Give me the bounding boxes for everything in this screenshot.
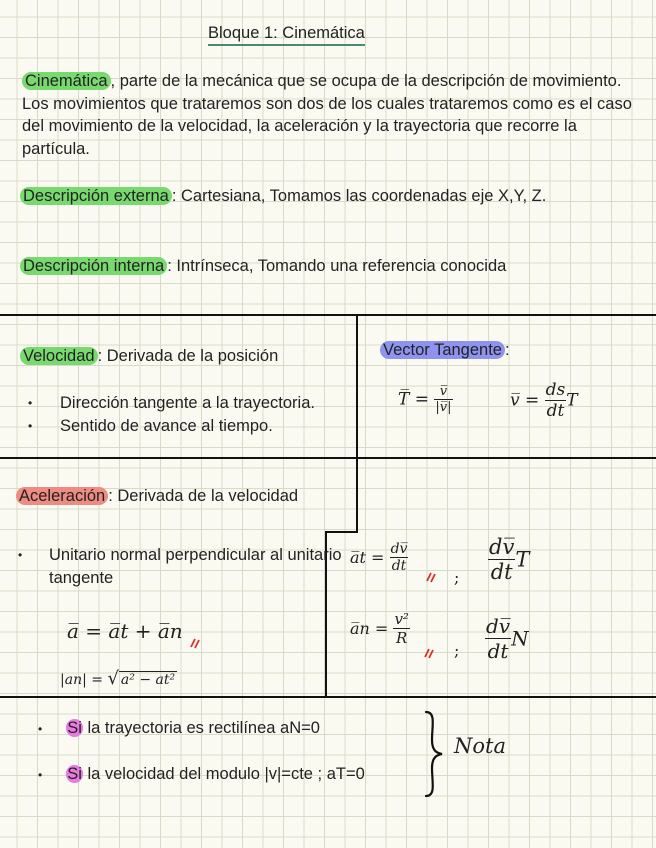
aceleracion-bullet-text: Unitario normal perpendicular al unitario tangente <box>49 546 342 587</box>
list-item: • Sentido de avance al tiempo. <box>28 415 315 438</box>
formula-v-tail: T <box>566 390 578 411</box>
formula-an-den: R <box>396 629 408 647</box>
vector-tangente-heading <box>380 341 510 360</box>
formula-an-alt-tail: N <box>511 626 529 651</box>
formula-an-alt-num: dv̅ <box>486 614 511 638</box>
red-tick-mark <box>188 636 202 650</box>
divider-middle <box>0 457 656 459</box>
formula-at-frac <box>390 541 409 574</box>
formula-an <box>350 610 410 647</box>
note-si-2: Si <box>67 765 82 783</box>
desc-externa-text: : Cartesiana, Tomamos las coordenadas eje X,Y, Z. <box>171 187 547 205</box>
formula-a-sum: a̅ = a̅t + a̅n <box>67 619 183 643</box>
formula-at-sep: ; <box>454 568 460 587</box>
term-velocidad: Velocidad <box>20 347 98 365</box>
aceleracion-text: : Derivada de la velocidad <box>108 487 299 505</box>
formula-at-alt-tail: T <box>515 547 530 572</box>
velocidad-heading <box>20 347 278 366</box>
divider-top <box>0 314 656 316</box>
term-desc-interna: Descripción interna <box>20 257 167 275</box>
formula-an-alt-den: dt <box>487 639 509 663</box>
formula-at-num: dv̅ <box>390 541 408 557</box>
formula-T-num: v̅ <box>434 384 452 400</box>
formula-at-den: dt <box>391 558 407 574</box>
formula-at-lhs: a̅t = <box>350 548 385 567</box>
term-cinematica: Cinemática <box>22 72 111 90</box>
desc-externa <box>20 187 546 206</box>
formula-v-lhs: v̅ = <box>510 390 540 411</box>
formula-at-alt-den: dt <box>490 560 513 584</box>
vector-tangente-colon: : <box>504 341 510 359</box>
note-text-1: la trayectoria es rectilínea aN=0 <box>82 719 320 737</box>
curly-brace-icon <box>418 708 448 800</box>
red-tick-mark <box>424 570 438 584</box>
velocidad-text: : Derivada de la posición <box>97 347 279 365</box>
desc-interna <box>20 257 506 276</box>
formula-T-lhs: T̅ = <box>398 389 429 410</box>
formula-T <box>398 384 453 415</box>
formula-an-abs: |an| = √ a² − at² <box>60 668 176 689</box>
formula-T-den: |v̅| <box>435 400 452 415</box>
formula-an-alt-frac <box>485 614 511 663</box>
page-title: Bloque 1: Cinemática <box>208 24 365 46</box>
formula-at-alt-frac <box>488 535 515 584</box>
formula-an-sep: ; <box>454 641 460 660</box>
divider-step <box>325 531 358 533</box>
intro-paragraph <box>22 70 632 160</box>
note-item-1: • Si la trayectoria es rectilínea aN=0 <box>38 719 320 737</box>
formula-an-frac <box>393 610 410 647</box>
formula-v-frac <box>545 380 567 421</box>
velocidad-bullets <box>28 392 315 438</box>
formula-T-frac <box>434 384 452 415</box>
formula-an-alt <box>485 614 529 663</box>
note-text-2: la velocidad del modulo |v|=cte ; aT=0 <box>82 765 365 783</box>
note-label: Nota <box>454 734 506 758</box>
note-item-2: • Si la velocidad del modulo |v|=cte ; aT=0 <box>38 765 365 783</box>
intro-text: , parte de la mecánica que se ocupa de la descripción de movimiento. Los movimientos que trataremos son dos de los cuales trataremos como es el caso del movimiento de la velocidad, la aceleración y la trayectoria que recorre la partícula. <box>22 72 632 158</box>
formula-v-num: ds <box>545 380 566 400</box>
term-aceleracion: Aceleración <box>16 487 108 505</box>
formula-v-den: dt <box>546 401 565 421</box>
desc-interna-text: : Intrínseca, Tomando una referencia conocida <box>167 257 507 275</box>
formula-at-alt <box>488 535 529 584</box>
note-si-1: Si <box>67 719 82 737</box>
formula-at <box>350 541 408 574</box>
aceleracion-heading <box>16 487 298 506</box>
term-vector-tangente: Vector Tangente <box>380 341 505 359</box>
formula-an-lhs: a̅n = <box>350 619 389 638</box>
term-desc-externa: Descripción externa <box>20 187 172 205</box>
formula-at-alt-num: dv̅ <box>489 535 515 559</box>
formula-an-num: v² <box>394 610 409 628</box>
formula-an-abs-lhs: |an| = <box>60 672 108 688</box>
divider-bottom <box>0 696 656 698</box>
red-tick-mark <box>422 646 436 660</box>
list-item: • Dirección tangente a la trayectoria. <box>28 392 315 415</box>
aceleracion-bullet: • Unitario normal perpendicular al unitario tangente <box>18 546 342 587</box>
formula-an-rad: a² − at² <box>120 672 176 688</box>
formula-v <box>510 380 578 421</box>
divider-vertical-upper <box>356 314 358 533</box>
